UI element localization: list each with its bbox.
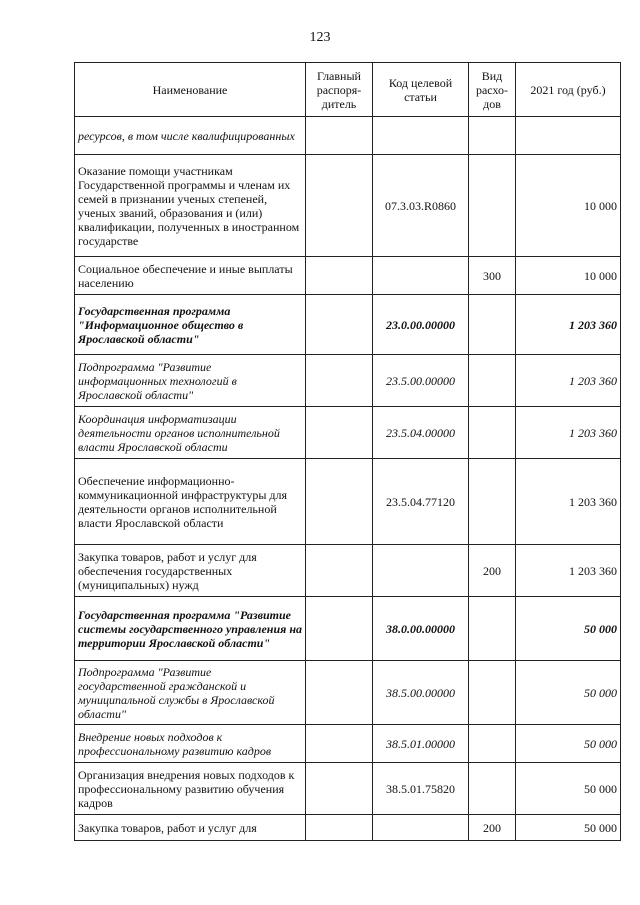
row-admin-cell [306,459,373,545]
header-row [75,63,621,117]
row-amount-cell: 50 000 [516,661,621,725]
row-name-cell: Закупка товаров, работ и услуг для обеспечения государственных (муниципальных) нужд [75,545,306,597]
header-amount: 2021 год (руб.) [516,63,621,117]
row-amount-cell: 1 203 360 [516,407,621,459]
row-name-cell: Подпрограмма "Развитие государственной гражданской и муниципальной службы в Ярославской области" [75,661,306,725]
row-name-cell: Подпрограмма "Развитие информационных технологий в Ярославской области" [75,355,306,407]
row-type-cell: 300 [469,257,516,295]
row-name-cell: Координация информатизации деятельности органов исполнительной власти Ярославской области [75,407,306,459]
row-type-cell [469,155,516,257]
row-amount-cell: 50 000 [516,597,621,661]
header-admin: Главный распоря- дитель [306,63,373,117]
row-amount-cell: 50 000 [516,763,621,815]
row-admin-cell [306,597,373,661]
row-type-cell [469,407,516,459]
row-admin-cell [306,355,373,407]
row-type-cell [469,763,516,815]
row-admin-cell [306,763,373,815]
table-row [75,407,621,459]
row-admin-cell [306,295,373,355]
row-amount-cell: 1 203 360 [516,355,621,407]
table-row [75,725,621,763]
row-type-cell [469,295,516,355]
row-amount-cell: 10 000 [516,257,621,295]
table-row [75,117,621,155]
row-code-cell: 23.5.04.00000 [373,407,469,459]
row-amount-cell: 1 203 360 [516,459,621,545]
row-code-cell [373,117,469,155]
row-name-cell: Внедрение новых подходов к профессиональному развитию кадров [75,725,306,763]
row-code-cell: 38.0.00.00000 [373,597,469,661]
budget-table [74,62,621,841]
table-row [75,459,621,545]
row-name-cell: Организация внедрения новых подходов к профессиональному развитию обучения кадров [75,763,306,815]
row-type-cell: 200 [469,545,516,597]
row-amount-cell: 50 000 [516,725,621,763]
table-row [75,155,621,257]
table-row [75,545,621,597]
table-row [75,763,621,815]
row-admin-cell [306,155,373,257]
row-admin-cell [306,661,373,725]
header-name: Наименование [75,63,306,117]
table-body [75,117,621,841]
table-row [75,661,621,725]
row-code-cell: 38.5.01.75820 [373,763,469,815]
row-name-cell: ресурсов, в том числе квалифицированных [75,117,306,155]
page-number: 123 [309,30,331,45]
row-code-cell: 23.5.00.00000 [373,355,469,407]
table-row [75,355,621,407]
row-code-cell: 38.5.00.00000 [373,661,469,725]
row-amount-cell [516,117,621,155]
row-name-cell: Оказание помощи участникам Государственной программы и членам их семей в признании ученых степеней, ученых званий, образования и (или) квалификации, полученных в иностранном государстве [75,155,306,257]
row-code-cell: 07.3.03.R0860 [373,155,469,257]
row-type-cell [469,661,516,725]
row-amount-cell: 1 203 360 [516,545,621,597]
row-admin-cell [306,815,373,841]
row-code-cell [373,815,469,841]
table-row [75,295,621,355]
row-code-cell [373,257,469,295]
row-name-cell: Государственная программа "Развитие системы государственного управления на территории Ярославской области" [75,597,306,661]
row-amount-cell: 1 203 360 [516,295,621,355]
row-name-cell: Социальное обеспечение и иные выплаты населению [75,257,306,295]
row-admin-cell [306,257,373,295]
row-admin-cell [306,117,373,155]
row-admin-cell [306,545,373,597]
header-type: Вид расхо- дов [469,63,516,117]
table-row [75,257,621,295]
row-name-cell: Обеспечение информационно-коммуникационной инфраструктуры для деятельности органов исполнительной власти Ярославской области [75,459,306,545]
row-amount-cell: 10 000 [516,155,621,257]
row-code-cell [373,545,469,597]
row-code-cell: 23.0.00.00000 [373,295,469,355]
row-code-cell: 38.5.01.00000 [373,725,469,763]
row-type-cell [469,597,516,661]
row-type-cell [469,117,516,155]
table-row [75,815,621,841]
row-name-cell: Закупка товаров, работ и услуг для [75,815,306,841]
row-admin-cell [306,725,373,763]
row-type-cell [469,355,516,407]
header-code: Код целевой статьи [373,63,469,117]
table-row [75,597,621,661]
row-type-cell [469,459,516,545]
row-code-cell: 23.5.04.77120 [373,459,469,545]
row-name-cell: Государственная программа "Информационное общество в Ярославской области" [75,295,306,355]
row-type-cell: 200 [469,815,516,841]
row-admin-cell [306,407,373,459]
row-amount-cell: 50 000 [516,815,621,841]
row-type-cell [469,725,516,763]
